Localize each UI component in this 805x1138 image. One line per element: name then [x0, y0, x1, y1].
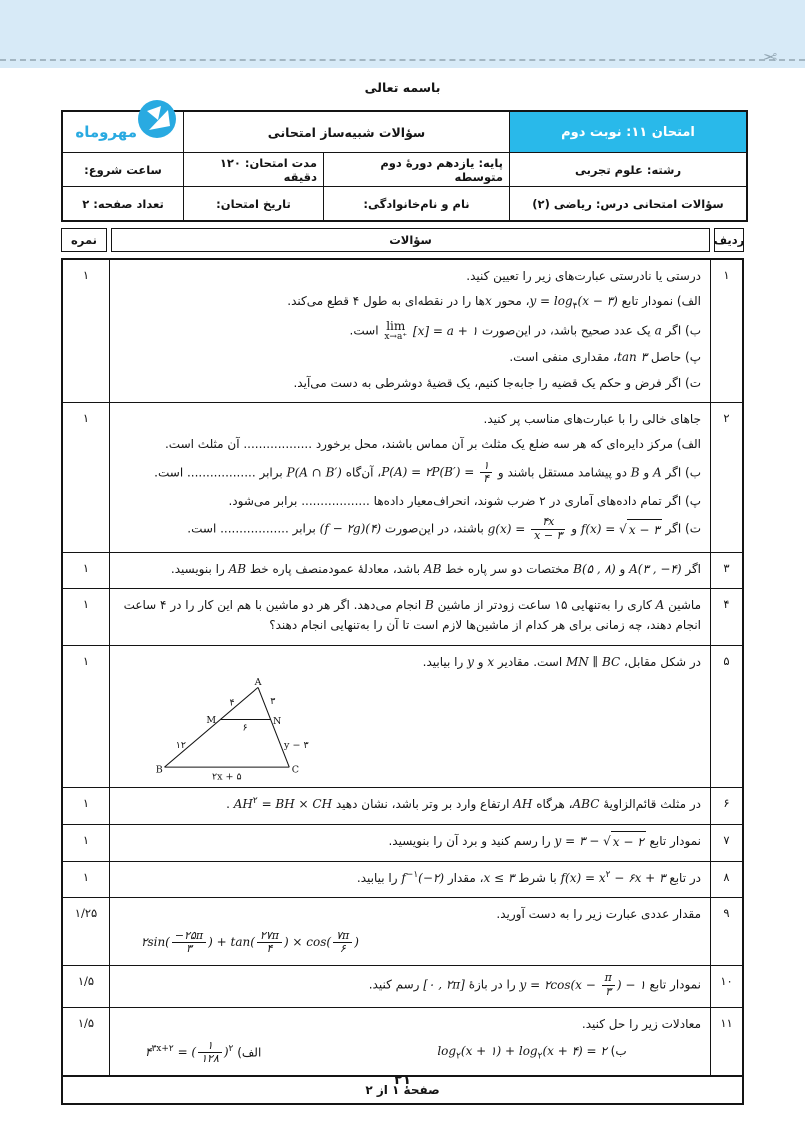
question-score: ۱: [82, 832, 90, 847]
question-line: پ) اگر تمام داده‌های آماری در ۲ ضرب شوند، انحراف‌معیار داده‌ها .................. برابر می‌شود.: [228, 493, 701, 508]
question-line: اگر A(۳ , −۴) و B(۵ , ۸) مختصات دو سر پاره خط AB باشد، معادلهٔ عمودمنصف پاره خط AB را بنویسید.: [170, 561, 701, 576]
question-number: ۸: [723, 869, 730, 884]
question-number: ۶: [723, 796, 730, 811]
question-number: ۱: [723, 268, 730, 282]
svg-text:۳: ۳: [270, 696, 276, 708]
question-number: ۷: [723, 832, 730, 847]
grade-level: پایه: یازدهم دورهٔ دوم متوسطه: [323, 152, 509, 186]
svg-text:B: B: [155, 764, 163, 776]
question-number: ۳: [723, 560, 730, 575]
question-text: [109, 403, 711, 552]
question-row: [63, 553, 742, 589]
questions-table: [61, 258, 744, 1105]
question-line: ت) اگر f(x) = √ x − ۳ و g(x) = $\frac{۴x}{x - ۳}$ باشند، در این‌صورت (f − ۲g)(۴) برابر .................. است.: [187, 515, 701, 542]
svg-text:N: N: [272, 715, 282, 727]
exam-badge: امتحان ۱۱: نوبت دوم: [510, 112, 746, 152]
brand-name: مهروماه: [75, 123, 137, 141]
svg-text:C: C: [291, 764, 299, 776]
svg-text:۱۲: ۱۲: [175, 740, 187, 752]
question-score: ۱: [82, 653, 90, 668]
svg-text:۲x + ۵: ۲x + ۵: [212, 771, 242, 782]
question-text: [109, 788, 711, 823]
question-row: [63, 1008, 742, 1076]
brand-logo: [63, 112, 183, 152]
question-line: درستی یا نادرستی عبارت‌های زیر را تعیین کنید.: [466, 269, 701, 283]
svg-text:M: M: [206, 715, 217, 727]
scissors-icon: ✂: [762, 48, 777, 68]
question-text: [109, 898, 711, 965]
question-formula: ۲sin( $\frac{-۲۵\pi}{۳}$ ) + tan( $\frac{۲۷\pi}{۴}$ ) × cos( $\frac{۷\pi}{۶}$ ): [141, 928, 359, 956]
svg-text:۶: ۶: [242, 722, 248, 734]
question-formula: الف) $۴^{۳x+۲}$ = ( $\frac{۱}{۱۲۸}$ )$^۲$: [145, 1038, 262, 1066]
question-text: [109, 862, 711, 897]
exam-series-title: سؤالات شبیه‌ساز امتحانی: [183, 112, 509, 152]
question-text: [109, 966, 711, 1007]
start-time-label: ساعت شروع:: [63, 152, 183, 186]
course-title: سؤالات امتحانی درس: ریاضی (۲): [509, 186, 746, 220]
question-row: [63, 966, 742, 1008]
butterfly-logo-icon: [137, 99, 177, 142]
svg-text:y − ۳: y − ۳: [284, 740, 309, 752]
question-score: ۱/۵: [77, 974, 95, 989]
page-footer: صفحهٔ ۱ از ۲: [63, 1076, 742, 1103]
triangle-figure: [143, 677, 335, 781]
score-column-header: نمره: [61, 228, 107, 252]
question-row: [63, 825, 742, 862]
question-score: ۱: [82, 268, 90, 282]
student-name-label: نام و نام‌خانوادگی:: [323, 186, 509, 220]
question-score: ۱: [82, 796, 90, 811]
exam-badge-cell: [509, 112, 746, 152]
question-row: [63, 646, 742, 788]
question-text: [109, 825, 711, 861]
question-text: [109, 553, 711, 588]
question-line: در تابع $f(x) = x^۲$ − ۶x + ۳ با شرط x ≤ ۳، مقدار $f^{-۱}(-۲)$ را بیابید.: [356, 869, 701, 885]
question-row: [63, 788, 742, 824]
question-number: ۵: [723, 653, 730, 668]
question-line: ب) اگر A و B دو پیشامد مستقل باشند و P(A) = ۲P(B′) = $\frac{۱}{۴}$ ، آن‌گاه P(A ∩ B′) برابر .................. است.: [154, 458, 701, 486]
question-line: معادلات زیر را حل کنید.: [581, 1017, 701, 1032]
exam-duration: مدت امتحان: ۱۲۰ دقیقه: [183, 152, 323, 186]
question-number: ۴: [723, 597, 730, 612]
question-row: [63, 898, 742, 966]
question-line: در مثلث قائم‌الزاویهٔ ABC، هرگاه AH ارتفاع وارد بر وتر باشد، نشان دهید $AH^۲$ = BH × CH .: [226, 796, 701, 812]
question-line: پ) حاصل tan ۳، مقداری منفی است.: [509, 350, 701, 365]
question-text: [109, 260, 711, 402]
cut-line: [0, 59, 805, 61]
question-score: ۱/۵: [77, 1016, 95, 1031]
question-text: [109, 646, 711, 787]
question-number: ۲: [723, 410, 730, 425]
exam-date-label: تاریخ امتحان:: [183, 186, 323, 220]
field-of-study: رشته: علوم تجربی: [509, 152, 746, 186]
question-score: ۱/۲۵: [74, 906, 98, 921]
cut-strip: [0, 0, 805, 68]
questions-rows: [63, 260, 742, 1076]
question-line: نمودار تابع y = ۲cos(x − $\frac{\pi}{۳}$ ) − ۱ را در بازهٔ [۰ , ۲π] رسم کنید.: [368, 971, 701, 998]
question-line: در شکل مقابل، MN ∥ BC است. مقادیر x و y را بیابید.: [422, 654, 701, 669]
questions-header: [61, 228, 744, 252]
question-line: ماشین A کاری را به‌تنهایی ۱۵ ساعت زودتر از ماشین B انجام می‌دهد. اگر هر دو ماشین با هم این کار را در ۴ ساعت انجام دهند، چه زمانی برای هر کدام از ماشین‌ها لازم است تا آن را به‌تنهایی انجام دهند؟: [123, 598, 701, 633]
question-formula-pair: [119, 1040, 701, 1066]
question-row: [63, 589, 742, 646]
question-number: ۱۱: [720, 1016, 733, 1031]
question-row: [63, 403, 742, 553]
question-score: ۱: [82, 560, 90, 575]
question-score: ۱: [82, 410, 90, 425]
question-score: ۱: [82, 869, 90, 884]
question-line: مقدار عددی عبارت زیر را به دست آورید.: [496, 907, 701, 922]
bismillah-text: باسمه تعالی: [364, 80, 441, 95]
question-row: [63, 260, 742, 403]
page-count: تعداد صفحه: ۲: [63, 186, 183, 220]
question-text: [109, 1008, 711, 1075]
question-row: [63, 862, 742, 898]
question-formula: ب) $\log_۲(x$ + ۱) + $\log_۲(x$ + ۴) = ۲: [437, 1044, 627, 1062]
question-number: ۹: [723, 906, 730, 921]
question-line: الف) نمودار تابع $y = \log_۴(x$ − ۳)، محور xها را در نقطه‌ای به طول ۴ قطع می‌کند.: [287, 294, 701, 312]
question-line: جاهای خالی را با عبارت‌های مناسب پر کنید.: [483, 411, 701, 426]
svg-text:۴: ۴: [229, 697, 235, 709]
question-line: ب) اگر a یک عدد صحیح باشد، در این‌صورت lim x→a⁺ [x] = a + ۱ است.: [349, 319, 701, 342]
question-line: نمودار تابع y = ۳ − √ x − ۲ را رسم کنید و برد آن را بنویسید.: [119, 831, 701, 852]
questions-column-header: سؤالات: [111, 228, 710, 252]
svg-text:A: A: [254, 677, 262, 688]
question-line: الف) مرکز دایره‌ای که هر سه ضلع یک مثلث بر آن مماس باشند، محل برخورد .................. آن مثلث است.: [164, 437, 701, 452]
question-number: ۱۰: [720, 974, 733, 989]
question-line: ت) اگر فرض و حکم یک قضیه را جابه‌جا کنیم، یک قضیهٔ دوشرطی به دست می‌آید.: [293, 375, 701, 390]
exam-info-table: [61, 110, 748, 222]
question-score: ۱: [82, 597, 90, 612]
page-number: ۲۱: [393, 1072, 412, 1088]
question-text: [109, 589, 711, 645]
row-column-header: ردیف: [714, 228, 744, 252]
